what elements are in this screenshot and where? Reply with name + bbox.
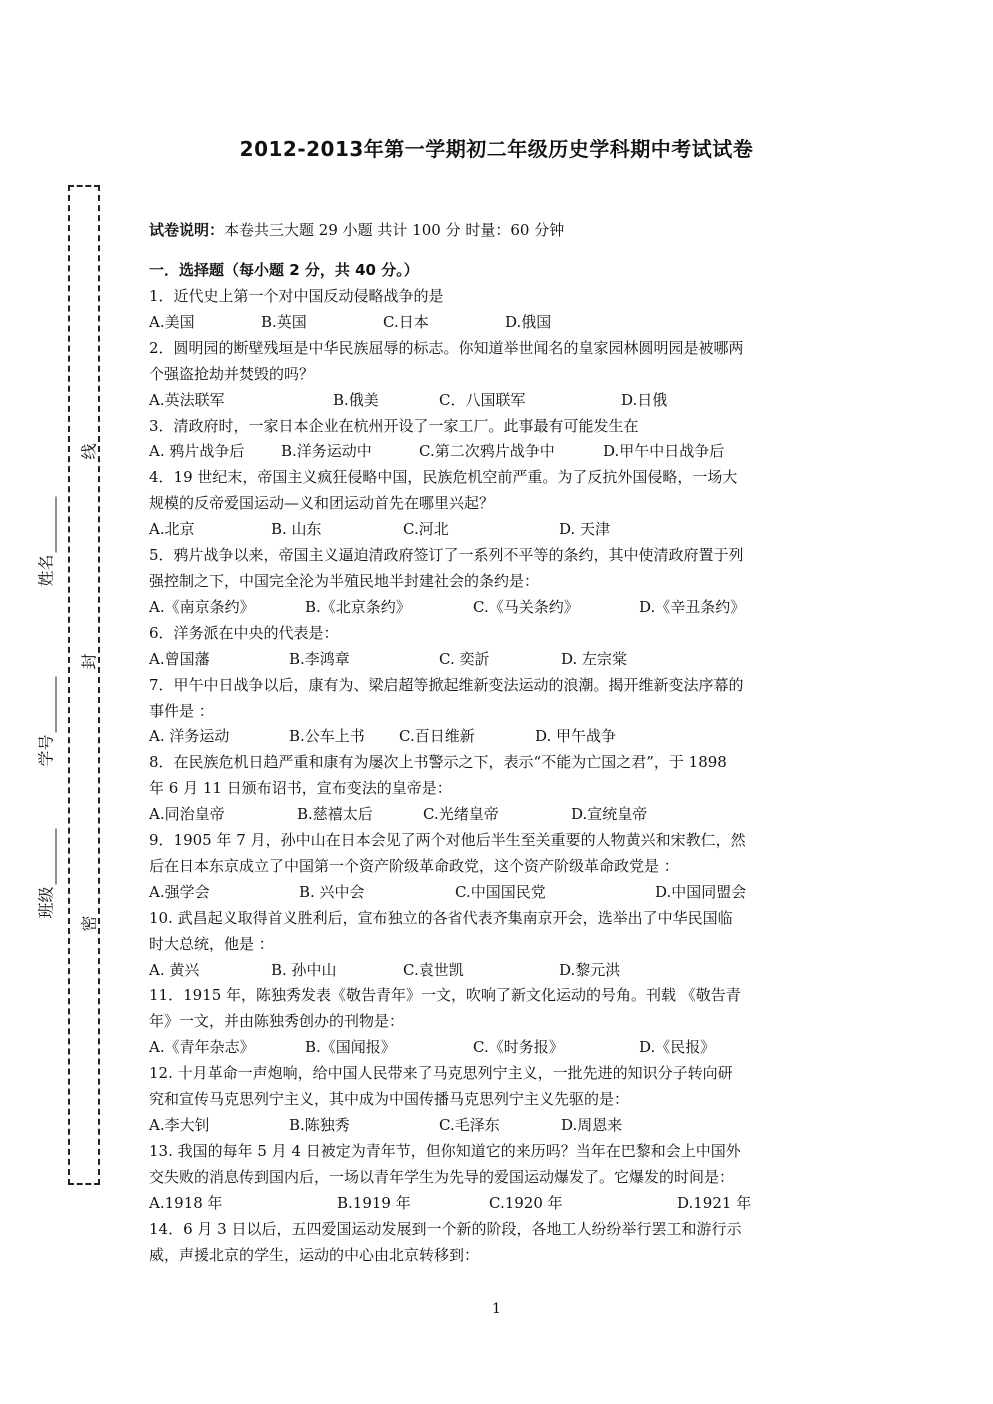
question-stem-line: 8．在民族危机日趋严重和康有为屡次上书警示之下，表示“不能为亡国之君”，于 1898 [149,753,727,772]
question-8 [149,750,839,828]
question-stem-line: 12. 十月革命一声炮响，给中国人民带来了马克思列宁主义，一批先进的知识分子转向研 [149,1064,733,1083]
options-row [149,802,839,828]
exam-description [149,219,564,240]
option-b[interactable]: B.慈禧太后 [297,805,373,824]
binding-margin-box [68,185,100,1185]
seal-char-feng: 封 [79,653,99,670]
question-stem-line: 4．19 世纪末，帝国主义疯狂侵略中国，民族危机空前严重。为了反抗外国侵略，一场大 [149,468,738,487]
option-b[interactable]: B.洋务运动中 [281,442,372,461]
question-stem-line: 后在日本东京成立了中国第一个资产阶级革命政党，这个资产阶级革命政党是 ： [149,856,679,875]
option-a[interactable]: A. 鸦片战争后 [149,442,245,461]
question-stem-line: 强控制之下，中国完全沦为半殖民地半封建社会的条约是： [149,571,540,590]
seal-char-xian: 线 [79,443,99,460]
question-13 [149,1139,839,1217]
question-11 [149,983,839,1061]
question-stem-line: 2．圆明园的断壁残垣是中华民族屈辱的标志。你知道举世闻名的皇家园林圆明园是被哪两 [149,338,744,357]
option-a[interactable]: A.《南京条约》 [149,597,255,616]
question-6 [149,621,839,673]
question-stem-line: 事件是 ： [149,701,214,720]
option-a[interactable]: A.《青年杂志》 [149,1038,255,1057]
option-d[interactable]: D.黎元洪 [559,960,621,979]
question-stem-line: 1．近代史上第一个对中国反动侵略战争的是 [149,287,444,305]
option-b[interactable]: B.陈独秀 [289,1116,350,1134]
student-id-field[interactable] [34,657,57,767]
option-c[interactable]: C.毛泽东 [439,1116,500,1134]
question-stem-line: 究和宣传马克思列宁主义，其中成为中国传播马克思列宁主义先驱的是： [149,1090,630,1109]
question-stem-line: 交失败的消息传到国内后，一场以青年学生为先导的爱国运动爆发了。它爆发的时间是： [149,1167,735,1186]
name-field[interactable] [34,477,57,587]
option-a[interactable]: A. 洋务运动 [149,727,230,746]
options-row [149,647,839,673]
question-1 [149,284,839,336]
options-row [149,1113,839,1139]
option-d[interactable]: D.宣统皇帝 [571,805,648,824]
question-list [149,284,839,1268]
options-row [149,880,839,906]
question-stem-line: 规模的反帝爱国运动—义和团运动首先在哪里兴起？ [149,494,495,513]
option-d[interactable]: D. 甲午战争 [535,727,617,746]
options-row [149,388,839,414]
option-c[interactable]: C.第二次鸦片战争中 [419,442,555,461]
option-c[interactable]: C. 奕訢 [439,649,490,668]
options-row [149,1191,839,1217]
option-b[interactable]: B.《国闻报》 [305,1038,396,1057]
options-row [149,724,839,750]
option-c[interactable]: C.1920 年 [489,1193,563,1212]
option-b[interactable]: B. 山东 [271,520,322,539]
option-b[interactable]: B. 孙中山 [271,960,337,979]
question-7 [149,673,839,751]
options-row [149,958,839,984]
option-c[interactable]: C.河北 [403,520,449,539]
question-3 [149,414,839,466]
question-stem-line: 14．6 月 3 日以后，五四爱国运动发展到一个新的阶段，各地工人纷纷举行罢工和游行示 [149,1219,742,1238]
option-d[interactable]: D.俄国 [505,312,552,331]
class-field[interactable] [34,809,57,919]
question-stem-line: 年》一文，并由陈独秀创办的刊物是： [149,1012,405,1031]
question-12 [149,1061,839,1139]
options-row [149,517,839,543]
class-field-line [56,828,57,884]
option-d[interactable]: D. 左宗棠 [561,649,628,668]
question-stem-line: 6．洋务派在中央的代表是： [149,623,339,642]
question-stem-line: 7．甲午中日战争以后，康有为、梁启超等掀起维新变法运动的浪潮。揭开维新变法序幕的 [149,675,744,694]
question-stem-line: 威，声援北京的学生，运动的中心由北京转移到： [149,1245,480,1264]
question-stem-line: 11．1915 年，陈独秀发表《敬告青年》一文，吹响了新文化运动的号角。刊载 《敬告青 [149,986,741,1005]
student-id-field-line [56,676,57,732]
question-stem-line: 年 6 月 11 日颁布诏书，宣布变法的皇帝是： [149,779,452,798]
option-a[interactable]: A.北京 [149,520,195,539]
option-a[interactable]: A.英法联军 [149,390,225,409]
option-a[interactable]: A.曾国藩 [149,649,210,668]
option-c[interactable]: C.《时务报》 [473,1038,564,1057]
question-stem-line: 时大总统，他是 ： [149,934,274,953]
option-b[interactable]: B.《北京条约》 [305,597,411,616]
seal-char-mi: 密 [79,915,99,932]
option-c[interactable]: C.《马关条约》 [473,597,579,616]
question-stem-line: 13. 我国的每年 5 月 4 日被定为青年节，但你知道它的来历吗？当年在巴黎和会上中国外 [149,1141,741,1160]
section-heading: 一．选择题（每小题 2 分，共 40 分。） [149,261,419,279]
option-a[interactable]: A.同治皇帝 [149,805,225,824]
option-b[interactable]: B.1919 年 [337,1193,411,1212]
question-4 [149,465,839,543]
option-a[interactable]: A.美国 [149,312,195,331]
class-field-label: 班级 [36,886,56,919]
option-b[interactable]: B.俄美 [333,390,379,409]
question-10 [149,906,839,984]
question-14 [149,1217,839,1269]
option-d[interactable]: D.《辛丑条约》 [639,597,746,616]
student-id-field-label: 学号 [36,734,56,767]
option-d[interactable]: D.周恩来 [561,1116,623,1134]
option-c[interactable]: C.光绪皇帝 [423,805,499,824]
option-a[interactable]: A.强学会 [149,882,210,901]
question-stem-line: 3．清政府时，一家日本企业在杭州开设了一家工厂。此事最有可能发生在 [149,416,639,435]
option-a[interactable]: A. 黄兴 [149,960,200,979]
question-2 [149,336,839,414]
options-row [149,310,839,336]
option-d[interactable]: D. 天津 [559,520,611,539]
name-field-line [56,496,57,552]
option-d[interactable]: D.1921 年 [677,1193,752,1212]
option-c[interactable]: C.袁世凯 [403,960,464,979]
options-row [149,1035,839,1061]
option-d[interactable]: D.中国同盟会 [655,882,747,901]
question-stem-line: 个强盗抢劫并焚毁的吗？ [149,364,315,383]
question-stem-line: 9．1905 年 7 月，孙中山在日本会见了两个对他后半生至关重要的人物黄兴和宋教仁，然 [149,831,746,850]
option-d[interactable]: D.日俄 [621,390,668,409]
option-c[interactable]: C.百日维新 [399,727,475,746]
option-d[interactable]: D.《民报》 [639,1038,716,1057]
option-b[interactable]: B.公车上书 [289,727,365,746]
question-5 [149,543,839,621]
option-a[interactable]: A.1918 年 [149,1193,223,1212]
options-row [149,595,839,621]
option-b[interactable]: B.英国 [261,312,307,331]
name-field-label: 姓名 [36,554,56,587]
question-stem-line: 5．鸦片战争以来，帝国主义逼迫清政府签订了一系列不平等的条约，其中使清政府置于列 [149,546,744,565]
option-a[interactable]: A.李大钊 [149,1116,210,1134]
description-text: 本卷共三大题 29 小题 共计 100 分 时量：60 分钟 [224,221,565,239]
page-number: 1 [492,1301,501,1317]
options-row [149,439,839,465]
option-c[interactable]: C．八国联军 [439,390,526,409]
question-9 [149,828,839,906]
option-b[interactable]: B. 兴中会 [299,882,365,901]
option-d[interactable]: D.甲午中日战争后 [603,442,725,461]
question-stem-line: 10. 武昌起义取得首义胜利后，宣布独立的各省代表齐集南京开会，选举出了中华民国临 [149,908,733,927]
option-c[interactable]: C.日本 [383,312,429,331]
exam-title: 2012-2013年第一学期初二年级历史学科期中考试试卷 [239,137,754,161]
option-c[interactable]: C.中国国民党 [455,882,546,901]
option-b[interactable]: B.李鸿章 [289,649,350,668]
description-label: 试卷说明： [149,221,225,239]
